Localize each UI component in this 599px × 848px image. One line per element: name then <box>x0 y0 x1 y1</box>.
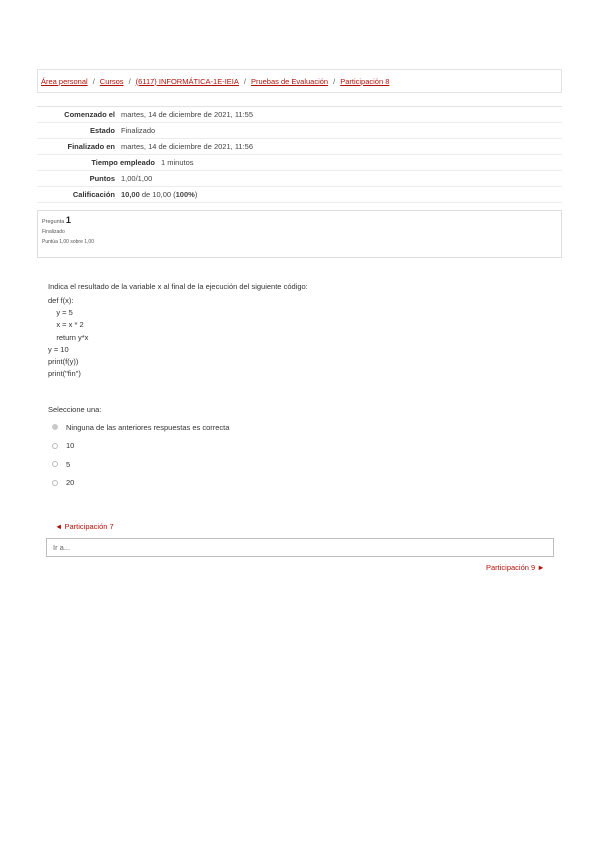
question-text: Indica el resultado de la variable x al final de la ejecución del siguiente código: <box>48 282 308 291</box>
breadcrumb-separator: / <box>243 76 246 86</box>
question-marks: Puntúa 1,00 sobre 1,00 <box>42 239 94 245</box>
breadcrumb-separator: / <box>128 76 131 86</box>
breadcrumb-separator: / <box>92 76 95 86</box>
summary-row-finished <box>37 139 562 155</box>
breadcrumb-item-pruebas[interactable]: Pruebas de Evaluación <box>250 76 329 86</box>
answer-label: 20 <box>66 478 75 488</box>
summary-value: martes, 14 de diciembre de 2021, 11:55 <box>121 110 254 119</box>
summary-label: Estado <box>89 126 115 135</box>
attempt-summary-table <box>37 106 562 203</box>
next-activity-link[interactable]: Participación 9 ► <box>486 563 545 572</box>
radio-button[interactable] <box>52 480 58 486</box>
code-line: def f(x): <box>48 296 74 305</box>
grade-value <box>115 187 197 202</box>
summary-row-grade <box>37 187 562 203</box>
summary-label: Calificación <box>72 190 115 199</box>
answer-option[interactable] <box>52 474 229 493</box>
answer-option[interactable] <box>52 437 229 456</box>
question-number <box>42 215 557 225</box>
breadcrumb-separator: / <box>333 76 336 86</box>
goto-activity-select[interactable]: Ir a... <box>46 538 554 557</box>
grade-end: ) <box>194 190 198 199</box>
code-line: print("fin") <box>48 369 81 379</box>
grade-score: 10,00 <box>121 190 140 199</box>
grade-middle: de 10,00 ( <box>139 190 176 199</box>
radio-button-selected[interactable] <box>52 424 58 430</box>
summary-label: Finalizado en <box>67 142 115 151</box>
radio-button[interactable] <box>52 443 58 449</box>
answer-option[interactable] <box>52 455 229 474</box>
question-info-box <box>37 210 562 258</box>
breadcrumb-item-course[interactable]: (6117) INFORMÁTICA-1E-IEIA <box>135 76 239 86</box>
summary-row-started <box>37 107 562 123</box>
breadcrumb-item-participacion[interactable]: Participación 8 <box>340 76 390 86</box>
code-line: return y*x <box>48 332 89 342</box>
summary-row-state <box>37 123 562 139</box>
answer-label: 10 <box>66 441 75 451</box>
code-line: x = x * 2 <box>48 320 84 330</box>
answer-option[interactable] <box>52 418 229 437</box>
code-line: y = 10 <box>48 344 69 354</box>
code-line: print(f(y)) <box>48 357 79 367</box>
summary-label: Comenzado el <box>64 110 115 119</box>
code-block <box>48 295 88 380</box>
answer-options <box>52 418 229 492</box>
radio-button[interactable] <box>52 461 58 467</box>
breadcrumb-item-area-personal[interactable]: Área personal <box>41 76 88 86</box>
summary-label: Puntos <box>89 174 115 183</box>
summary-label: Tiempo empleado <box>91 158 155 167</box>
select-label: Seleccione una: <box>48 405 102 414</box>
grade-percent: 100% <box>175 190 195 199</box>
question-state: Finalizado <box>42 229 65 235</box>
summary-value: martes, 14 de diciembre de 2021, 11:56 <box>121 142 254 151</box>
summary-value: Finalizado <box>121 126 156 135</box>
summary-row-time <box>37 155 562 171</box>
breadcrumb <box>37 69 562 93</box>
prev-activity-link[interactable]: ◄ Participación 7 <box>55 522 114 531</box>
breadcrumb-item-cursos[interactable]: Cursos <box>99 76 124 86</box>
answer-label: 5 <box>66 459 71 469</box>
question-number-value: 1 <box>65 215 71 225</box>
answer-label: Ninguna de las anteriores respuestas es correcta <box>66 422 230 432</box>
summary-row-points <box>37 171 562 187</box>
code-line: y = 5 <box>48 308 73 318</box>
question-prefix: Pregunta <box>42 219 65 225</box>
summary-value: 1 minutos <box>161 158 194 167</box>
summary-value: 1,00/1,00 <box>121 174 153 183</box>
